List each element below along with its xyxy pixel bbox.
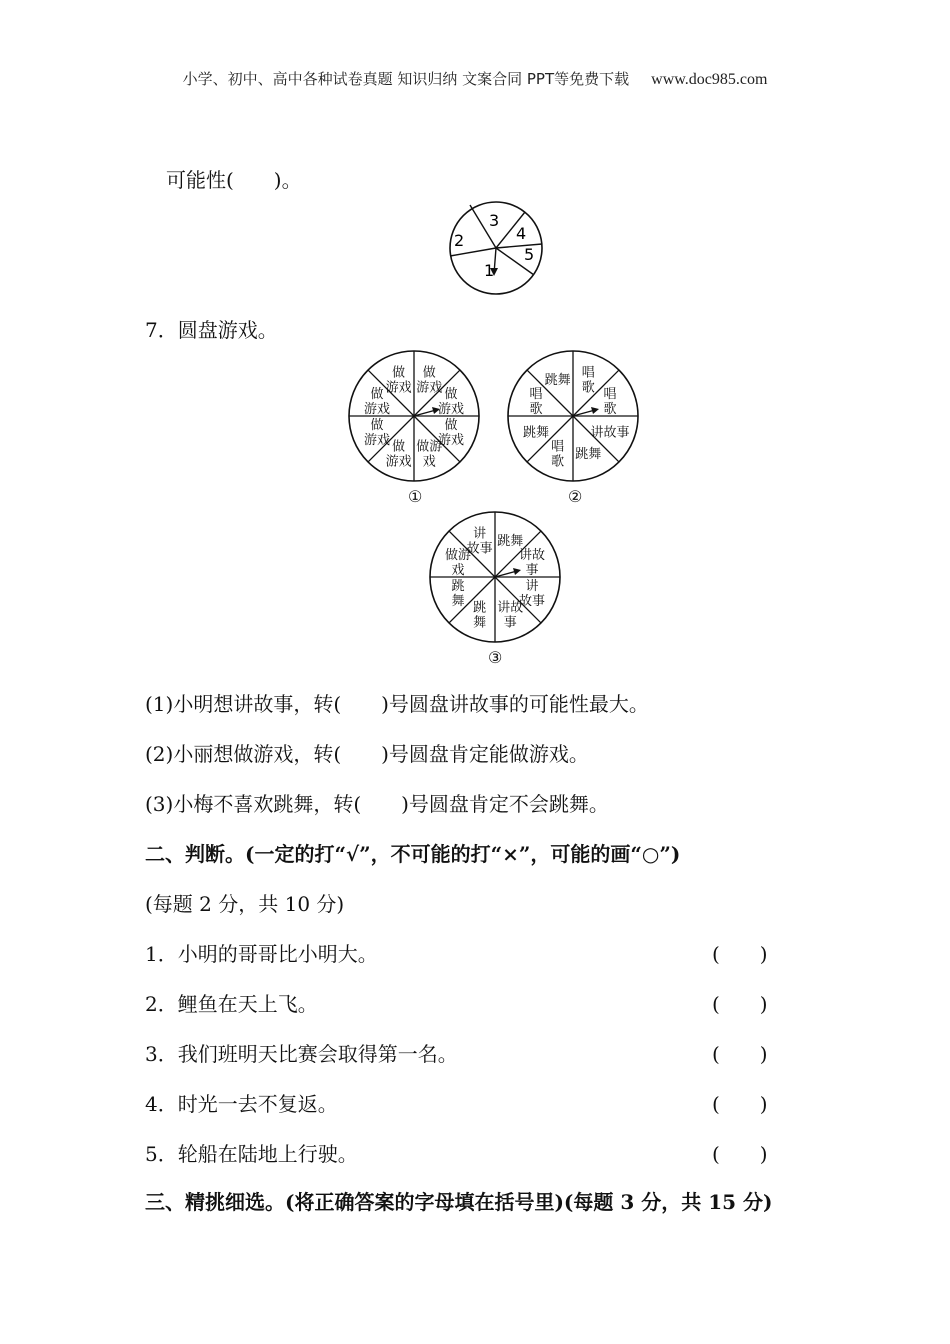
disc-2 xyxy=(505,348,641,484)
header-site: www.doc985.com xyxy=(651,71,768,88)
sector-label: 做游戏 xyxy=(385,439,412,470)
sector-label: 讲故事 xyxy=(497,600,524,631)
small-label-5: 5 xyxy=(524,245,535,264)
sector-label: 讲故事 xyxy=(518,578,545,609)
small-label-2: 2 xyxy=(454,231,465,250)
sector-label: 唱歌 xyxy=(529,387,543,418)
q7-title: 7．圆盘游戏。 xyxy=(145,318,278,342)
sector-label: 做游戏 xyxy=(364,417,391,448)
sector-label: 讲故事 xyxy=(518,548,545,579)
sector-label: 跳舞 xyxy=(473,600,487,631)
disc-2-label: ② xyxy=(568,487,583,506)
q7-sub1: (1)小明想讲故事，转( )号圆盘讲故事的可能性最大。 xyxy=(145,692,649,716)
header-text: 小学、初中、高中各种试卷真题 知识归纳 文案合同 PPT等免费下载 xyxy=(182,70,630,88)
section3-title: 三、精挑细选。(将正确答案的字母填在括号里)(每题 3 分，共 15 分) xyxy=(145,1190,773,1214)
answer-blank: ( ) xyxy=(712,992,768,1016)
sector-label: 跳舞 xyxy=(544,373,571,389)
sector-label: 做游戏 xyxy=(437,387,464,418)
disc-3-label: ③ xyxy=(488,648,503,667)
judge-item: 2．鲤鱼在天上飞。 xyxy=(145,992,318,1016)
small-label-1: 1 xyxy=(484,261,495,280)
section2-title: 二、判断。(一定的打“√”，不可能的打“×”，可能的画“○”) xyxy=(145,842,681,866)
disc-3 xyxy=(427,509,563,645)
answer-blank: ( ) xyxy=(712,1092,768,1116)
sector-label: 做游戏 xyxy=(445,548,472,579)
judge-item: 1．小明的哥哥比小明大。 xyxy=(145,942,378,966)
pointer-arrowhead xyxy=(513,568,521,575)
judge-item: 5．轮船在陆地上行驶。 xyxy=(145,1142,358,1166)
disc-1 xyxy=(346,348,482,484)
sector-label: 唱歌 xyxy=(551,439,565,470)
disc-1-label: ① xyxy=(408,487,423,506)
sector-label: 唱歌 xyxy=(581,365,595,396)
answer-blank: ( ) xyxy=(712,1142,768,1166)
small-label-4: 4 xyxy=(516,224,527,243)
sector-label: 跳舞 xyxy=(575,446,602,462)
judge-item: 3．我们班明天比赛会取得第一名。 xyxy=(145,1042,458,1066)
answer-blank: ( ) xyxy=(712,942,768,966)
top-line: 可能性( )。 xyxy=(166,168,302,192)
sector-label: 做游戏 xyxy=(364,387,391,418)
sector-label: 跳舞 xyxy=(497,534,524,550)
sector-label: 做游戏 xyxy=(385,365,412,396)
q7-sub3: (3)小梅不喜欢跳舞，转( )号圆盘肯定不会跳舞。 xyxy=(145,792,609,816)
sector-label: 讲故事 xyxy=(466,526,493,557)
pointer-arrowhead xyxy=(591,407,599,414)
sector-label: 做游戏 xyxy=(437,417,464,448)
q7-sub2: (2)小丽想做游戏，转( )号圆盘肯定能做游戏。 xyxy=(145,742,589,766)
small-label-3: 3 xyxy=(489,211,500,230)
page-header xyxy=(0,68,950,89)
sector-label: 做游戏 xyxy=(416,439,443,470)
sector-label: 唱歌 xyxy=(603,387,617,418)
section2-score: (每题 2 分，共 10 分) xyxy=(145,892,345,916)
sector-label: 跳舞 xyxy=(451,578,465,609)
spinner-small xyxy=(446,198,546,298)
judge-item: 4．时光一去不复返。 xyxy=(145,1092,338,1116)
sector-label: 跳舞 xyxy=(523,425,550,441)
answer-blank: ( ) xyxy=(712,1042,768,1066)
sector-label: 讲故事 xyxy=(590,425,630,441)
sector-label: 做游戏 xyxy=(416,365,443,396)
